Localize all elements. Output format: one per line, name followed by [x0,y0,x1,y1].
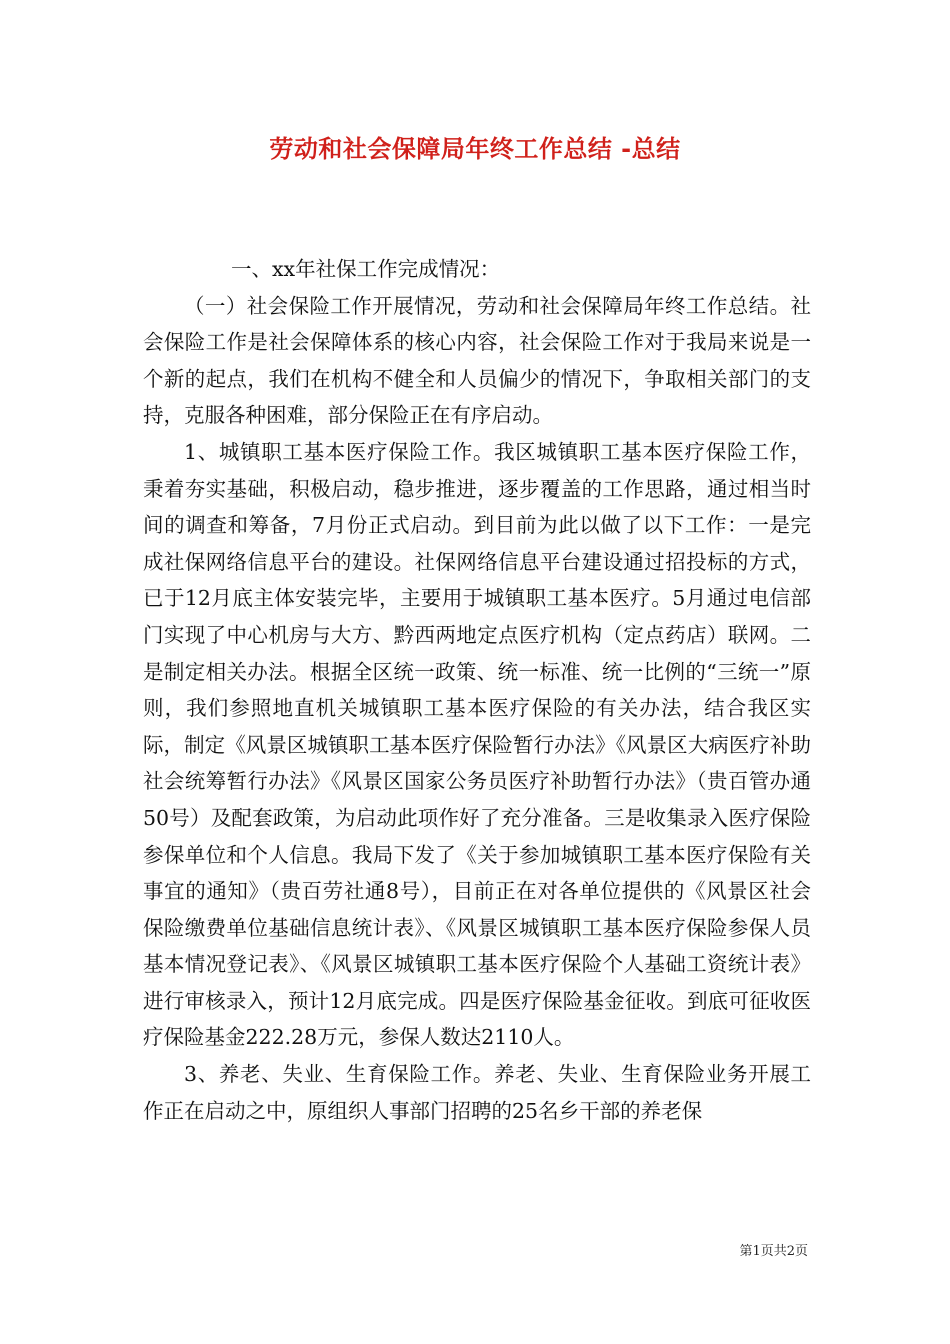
page-number: 第1页共2页 [739,1244,808,1259]
section-heading: 一、xx年社保工作完成情况： [231,257,501,281]
paragraph-medical-insurance: 1、城镇职工基本医疗保险工作。我区城镇职工基本医疗保险工作，秉着夯实基础，积极启动，稳步推进，逐步覆盖的工作思路，通过相当时间的调查和筹备，7月份正式启动。到目前为此以做了以下工作：一是完成社保网络信息平台的建设。社保网络信息平台建设通过招投标的方式，已于12月底主体安装完毕，主要用于城镇职工基本医疗。5月通过电信部门实现了中心机房与大方、黔西两地定点医疗机构（定点药店）联网。二是制定相关办法。根据全区统一政策、统一标准、统一比例的“三统一”原则，我们参照地直机关城镇职工基本医疗保险的有关办法，结合我区实际，制定《风景区城镇职工基本医疗保险暂行办法》《风景区大病医疗补助社会统筹暂行办法》《风景区国家公务员医疗补助暂行办法》（贵百管办通50号）及配套政策，为启动此项作好了充分准备。三是收集录入医疗保险参保单位和个人信息。我局下发了《关于参加城镇职工基本医疗保险有关事宜的通知》（贵百劳社通8号），目前正在对各单位提供的《风景区社会保险缴费单位基础信息统计表》、《风景区城镇职工基本医疗保险参保人员基本情况登记表》、《风景区城镇职工基本医疗保险个人基础工资统计表》进行审核录入，预计12月底完成。四是医疗保险基金征收。到底可征收医疗保险基金222.28万元，参保人数达2110人。 [143,439,811,1050]
document-title: 劳动和社会保障局年终工作总结 -总结 [269,135,681,163]
paragraph-social-insurance: （一）社会保险工作开展情况，劳动和社会保障局年终工作总结。社会保险工作是社会保障体系的核心内容，社会保险工作对于我局来说是一个新的起点，我们在机构不健全和人员偏少的情况下，争取相关部门的支持，克服各种困难，部分保险正在有序启动。 [143,293,811,428]
paragraph-pension-insurance: 3、养老、失业、生育保险工作。养老、失业、生育保险业务开展工作正在启动之中，原组织人事部门招聘的25名乡干部的养老保 [143,1062,811,1123]
document-body [143,251,811,1129]
